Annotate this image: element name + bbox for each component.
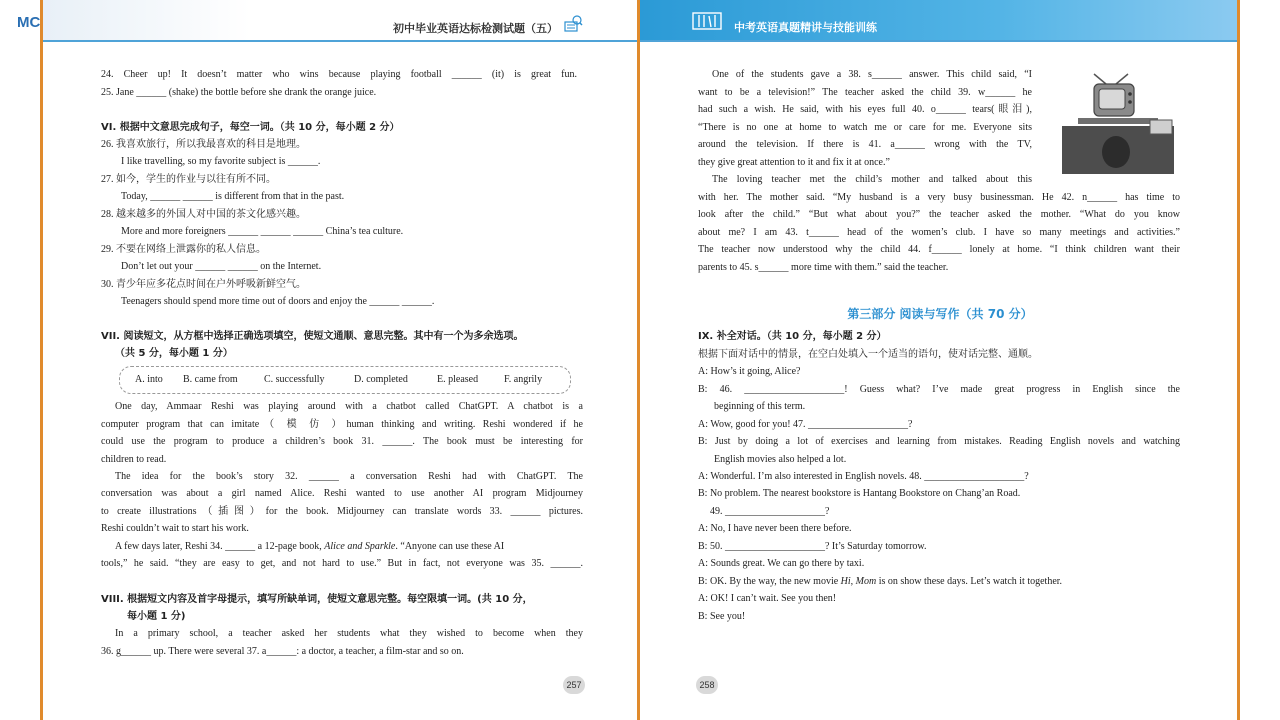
question-26-chinese: 26. 我喜欢旅行，所以我最喜欢的科目是地理。 (101, 139, 306, 150)
right-page (640, 0, 1240, 720)
publisher-logo: MC (17, 14, 41, 31)
dialogue-line-9: A: Sounds great. We can go there by taxi. (698, 558, 865, 569)
option-f: F. angrily (504, 374, 543, 385)
passage-5-line-9: look after the child.” “But what about you?” the teacher asked the mother. “What do you know (698, 209, 1180, 220)
passage-3-line-2: tools,” he said. “they are easy to get, and not hard to use.” But in fact, not everyone was 35. ______. (101, 558, 583, 569)
section-7-title: VII. 阅读短文，从方框中选择正确选项填空，使短文通顺、意思完整。其中有一个为多余选项。 (101, 331, 524, 342)
passage-2-line-3: to create illustrations（插图）for the book. Midjourney can translate words 33. ______ pictures. (101, 506, 583, 517)
passage-1-line-3: could use the program to produce a children’s book 31. ______. The book must be interesting for (101, 436, 583, 447)
dialogue-line-4-cont: English movies also helped a lot. (714, 454, 847, 465)
question-25: 25. Jane ______ (shake) the bottle before she drank the orange juice. (101, 87, 377, 98)
left-page-header (17, 0, 637, 42)
left-page (17, 0, 640, 720)
question-28-chinese: 28. 越来越多的外国人对中国的茶文化感兴趣。 (101, 209, 306, 220)
dialogue-line-5: A: Wonderful. I’m also interested in English novels. 48. ____________________? (698, 471, 1029, 482)
passage-3-line-1-end: . “Anyone can use these AI (395, 541, 505, 552)
dialogue-line-10 (698, 575, 1062, 589)
dialogue-line-1: A: How’s it going, Alice? (698, 366, 801, 377)
passage-5-line-11: The teacher now understood why the child 44. f______ lonely at home. “I think children want their (698, 244, 1180, 255)
passage-5-line-2: want to be a television!” The teacher asked the child 39. w______ he (698, 87, 1032, 98)
dialogue-line-12: B: See you! (698, 611, 746, 622)
passage-5-line-8: with her. The mother said. “My husband is a very busy businessman. He 42. n______ has time to (698, 192, 1180, 203)
passage-3-line-1-start: A few days later, Reshi 34. ______ a 12-page book, (115, 541, 322, 552)
passage-2-line-1: The idea for the book’s story 32. ______ a conversation Reshi had with ChatGPT. The (115, 471, 583, 482)
section-8-title: VIII. 根据短文内容及首字母提示，填写所缺单词，使短文意思完整。每空限填一词。(共 10 分， (101, 594, 533, 605)
passage-5-line-1: One of the students gave a 38. s______ answer. This child said, “I (712, 69, 1032, 80)
passage-5-line-5: around the television. If there is 41. a______ wrong with the TV, (698, 139, 1032, 150)
option-e: E. pleased (437, 374, 479, 385)
dialogue-line-6-cont: 49. ____________________? (710, 506, 830, 517)
section-6-title: VI. 根据中文意思完成句子，每空一词。（共 10 分，每小题 2 分） (101, 122, 400, 133)
passage-5-line-10: about me? I am 43. t______ head of the women’s club. I have so many meetings and activities.” (698, 227, 1180, 238)
question-30-chinese: 30. 青少年应多花点时间在户外呼吸新鲜空气。 (101, 279, 306, 290)
dialogue-line-4: B: Just by doing a lot of exercises and learning from mistakes. Reading English novels and watching (698, 436, 1180, 447)
magnifier-book-icon (563, 14, 583, 34)
dialogue-line-10-start: B: OK. By the way, the new movie (698, 576, 839, 587)
passage-5-line-4: “There is no one at home to watch me or care for me. Everyone sits (698, 122, 1032, 133)
passage-4-line-2: 36. g______ up. There were several 37. a______: a doctor, a teacher, a film-star and so on. (101, 646, 464, 657)
section-8-title-score: 每小题 1 分) (127, 611, 186, 622)
question-29-chinese: 29. 不要在网络上泄露你的私人信息。 (101, 244, 266, 255)
dialogue-line-8: B: 50. ____________________? It’s Saturday tomorrow. (698, 541, 927, 552)
passage-4-line-1: In a primary school, a teacher asked her students what they wished to become when they (115, 628, 583, 639)
passage-5-line-12: parents to 45. s______ more time with them.” said the teacher. (698, 262, 949, 273)
question-24: 24. Cheer up! It doesn’t matter who wins because playing football ______ (it) is great fun. (101, 69, 577, 80)
dialogue-line-7: A: No, I have never been there before. (698, 523, 852, 534)
question-26-english: I like travelling, so my favorite subject is ______. (121, 156, 321, 167)
option-c: C. successfully (264, 374, 325, 385)
passage-1-line-2: computer program that can imitate（ 模 仿 ）human thinking and writing. Reshi wondered if he (101, 419, 583, 430)
dialogue-line-10-end: is on show these days. Let’s watch it together. (878, 576, 1063, 587)
passage-2-line-4: Reshi couldn’t wait to start his work. (101, 523, 249, 534)
dialogue-line-2-cont: beginning of this term. (714, 401, 806, 412)
question-30-english: Teenagers should spend more time out of doors and enjoy the ______ ______. (121, 296, 435, 307)
dialogue-line-6: B: No problem. The nearest bookstore is Hantang Bookstore on Chang’an Road. (698, 488, 1021, 499)
section-9-title: IX. 补全对话。（共 10 分，每小题 2 分） (698, 331, 887, 342)
passage-5-line-6: they give great attention to it and fix it at once.” (698, 157, 890, 168)
page-number-right: 258 (696, 676, 718, 694)
child-tv-illustration (1058, 70, 1178, 174)
option-b: B. came from (183, 374, 238, 385)
movie-title-italic: Hi, Mom (840, 576, 877, 587)
section-7-title-score: （共 5 分，每小题 1 分） (115, 348, 233, 359)
part-3-title: 第三部分 阅读与写作（共 70 分） (847, 307, 1033, 321)
question-29-english: Don’t let out your ______ ______ on the Internet. (121, 261, 322, 272)
book-title-italic: Alice and Sparkle (324, 541, 396, 552)
question-27-english: Today, ______ ______ is different from that in the past. (121, 191, 345, 202)
exam-title: 初中毕业英语达标检测试题（五） (393, 22, 558, 35)
question-27-chinese: 27. 如今，学生的作业与以往有所不同。 (101, 174, 276, 185)
book-series-title: 中考英语真题精讲与技能训练 (734, 21, 877, 34)
section-9-instruction: 根据下面对话中的情景，在空白处填入一个适当的语句，使对话完整、通顺。 (698, 349, 1038, 360)
passage-1-line-4: children to read. (101, 454, 167, 465)
passage-2-line-2: conversation was about a girl named Alice. Reshi wanted to use another AI program Midjourney (101, 488, 583, 499)
passage-1-line-1: One day, Ammaar Reshi was playing around with a chatbot called ChatGPT. A chatbot is a (115, 401, 583, 412)
dialogue-line-2: B: 46. ____________________! Guess what? I’ve made great progress in English since the (698, 384, 1180, 395)
dialogue-line-3: A: Wow, good for you! 47. ____________________? (698, 419, 913, 430)
page-number-left: 257 (563, 676, 585, 694)
right-page-header (640, 0, 1237, 42)
passage-3-line-1 (115, 540, 504, 554)
option-d: D. completed (354, 374, 408, 385)
dialogue-line-11: A: OK! I can’t wait. See you then! (698, 593, 837, 604)
passage-5-line-3: had such a wish. He said, with his eyes full 40. o______ tears(眼泪), (698, 104, 1032, 115)
question-28-english: More and more foreigners ______ ______ ______ China’s tea culture. (121, 226, 404, 237)
bookshelf-icon (692, 11, 722, 31)
option-a: A. into (135, 374, 163, 385)
passage-5-line-7: The loving teacher met the child’s mother and talked about this (712, 174, 1032, 185)
